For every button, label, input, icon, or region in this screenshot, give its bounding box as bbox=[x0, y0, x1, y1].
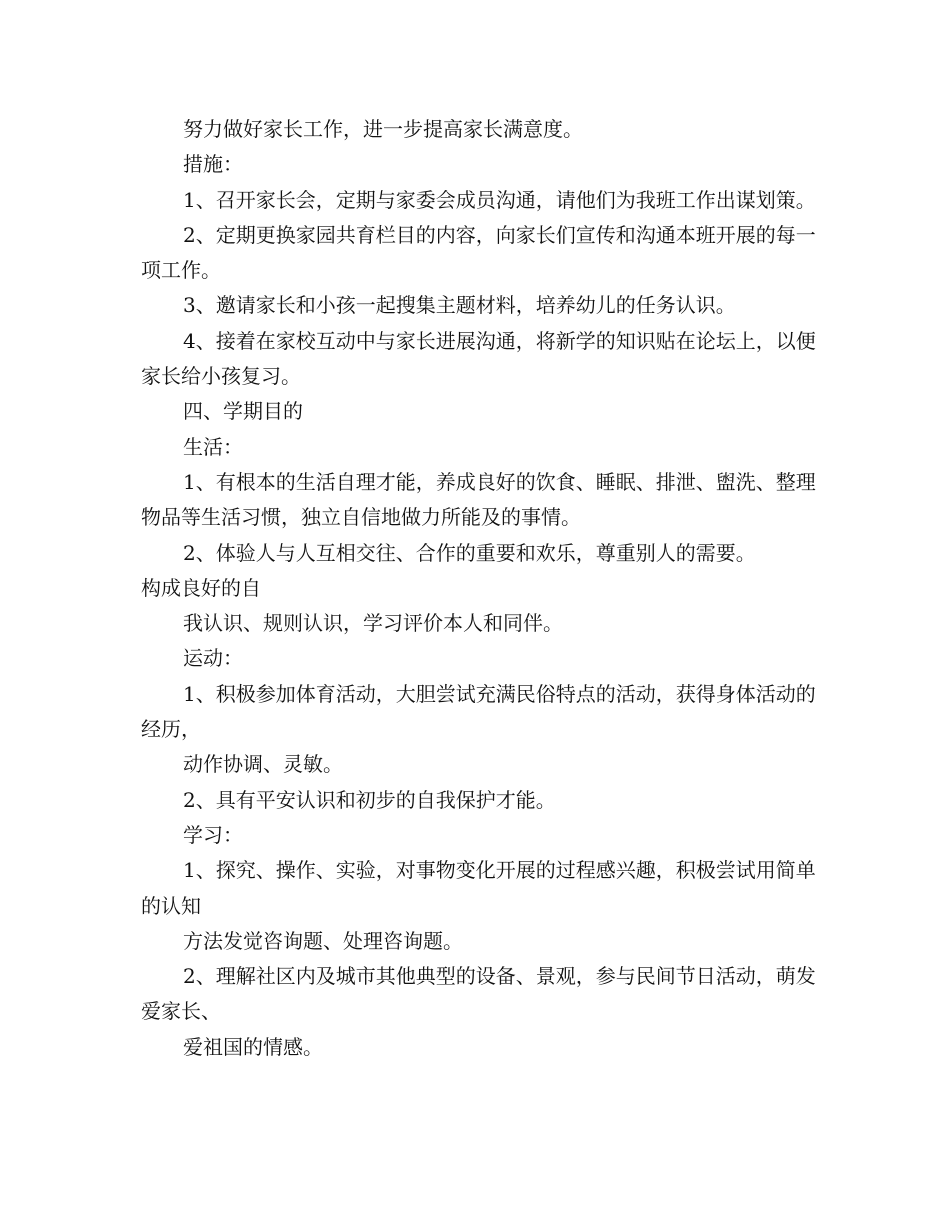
paragraph-continuation-learning-1: 方法发觉咨询题、处理咨询题。 bbox=[183, 928, 463, 953]
heading-life: 生活： bbox=[183, 434, 243, 459]
paragraph-parent-work: 努力做好家长工作，进一步提高家长满意度。 bbox=[183, 117, 583, 141]
list-item-sports-1: 1、积极参加体育活动，大胆尝试充满民俗特点的活动，获得身体活动的经历， bbox=[141, 681, 816, 742]
list-item-measure-3: 3、邀请家长和小孩一起搜集主题材料，培养幼儿的任务认识。 bbox=[183, 293, 736, 318]
paragraph-continuation-learning-2: 爱祖国的情感。 bbox=[183, 1034, 323, 1059]
heading-sports: 运动： bbox=[183, 646, 243, 671]
list-item-measure-2: 2、定期更换家园共育栏目的内容，向家长们宣传和沟通本班开展的每一项工作。 bbox=[141, 222, 816, 283]
document-body bbox=[141, 112, 831, 1065]
list-item-sports-2: 2、具有平安认识和初步的自我保护才能。 bbox=[183, 787, 556, 812]
paragraph-fragment-life-2: 构成良好的自 bbox=[141, 575, 261, 600]
list-item-life-1: 1、有根本的生活自理才能，养成良好的饮食、睡眠、排泄、盥洗、整理物品等生活习惯，独立自信地做力所能及的事情。 bbox=[141, 469, 816, 530]
list-item-learning-2: 2、理解社区内及城市其他典型的设备、景观，参与民间节日活动，萌发爱家长、 bbox=[141, 964, 816, 1024]
list-item-measure-1: 1、召开家长会，定期与家委会成员沟通，请他们为我班工作出谋划策。 bbox=[183, 187, 816, 212]
heading-learning: 学习： bbox=[183, 822, 243, 847]
list-item-life-2: 2、体验人与人互相交往、合作的重要和欢乐，尊重别人的需要。 bbox=[183, 540, 756, 565]
heading-measures: 措施： bbox=[183, 152, 243, 177]
list-item-measure-4: 4、接着在家校互动中与家长进展沟通，将新学的知识贴在论坛上，以便家长给小孩复习。 bbox=[141, 328, 816, 389]
section-heading-semester-goals: 四、学期目的 bbox=[183, 399, 303, 424]
paragraph-continuation-life-2: 我认识、规则认识，学习评价本人和同伴。 bbox=[183, 611, 563, 636]
paragraph-continuation-sports-1: 动作协调、灵敏。 bbox=[183, 752, 343, 777]
list-item-learning-1: 1、探究、操作、实验，对事物变化开展的过程感兴趣，积极尝试用简单的认知 bbox=[141, 858, 816, 918]
